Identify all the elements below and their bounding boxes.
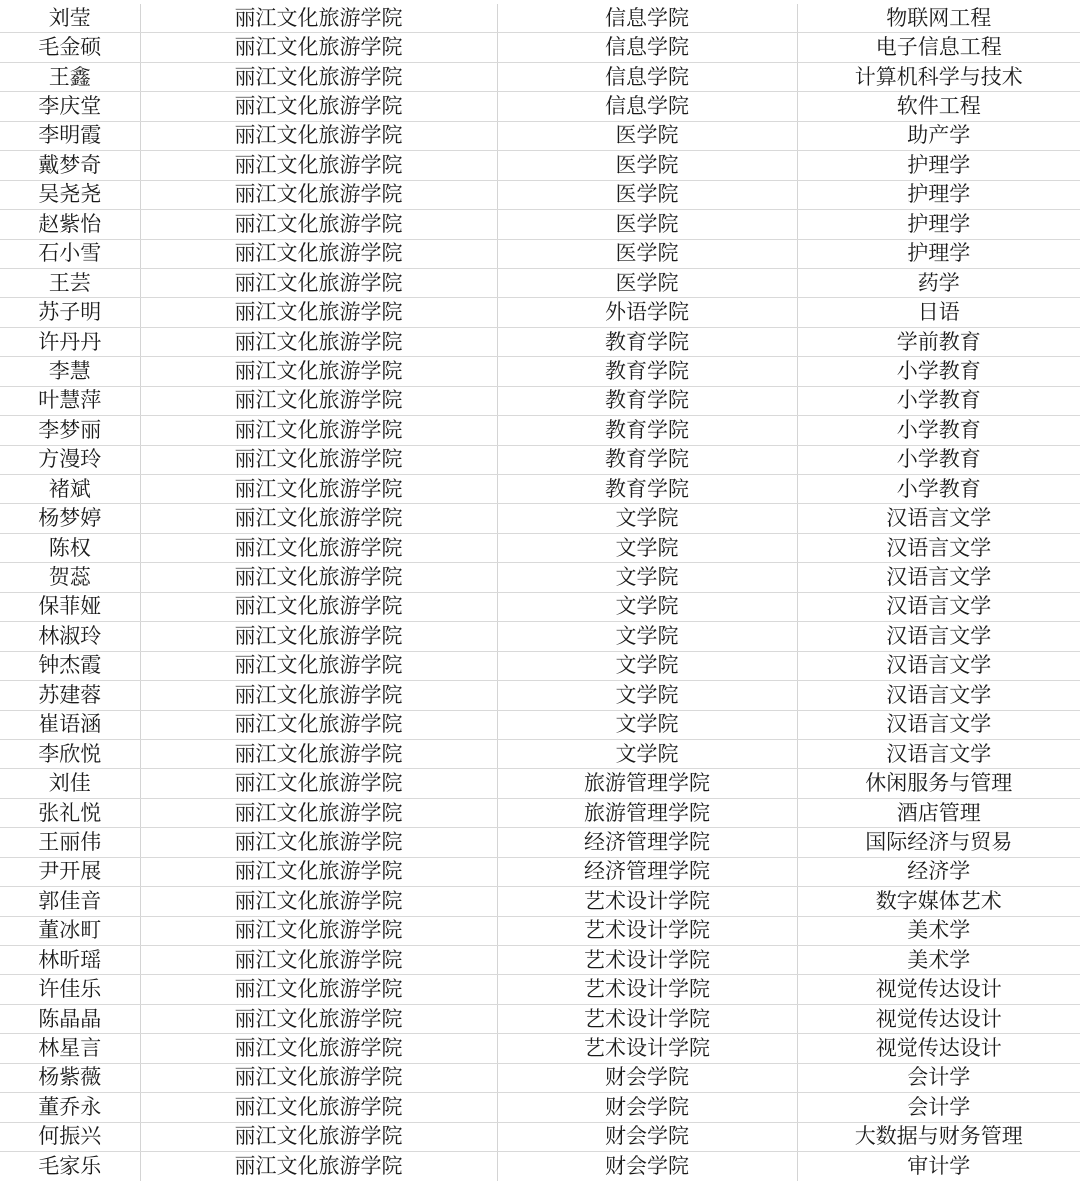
table-row <box>0 239 1080 268</box>
school-cell[interactable]: 丽江文化旅游学院 <box>140 62 497 91</box>
name-cell[interactable]: 郭佳音 <box>0 887 140 916</box>
college-cell[interactable]: 信息学院 <box>497 4 797 33</box>
table-row <box>0 710 1080 739</box>
college-cell[interactable]: 文学院 <box>497 622 797 651</box>
college-cell[interactable]: 教育学院 <box>497 416 797 445</box>
table-row <box>0 1063 1080 1092</box>
major-cell[interactable]: 美术学 <box>797 916 1080 945</box>
school-cell[interactable]: 丽江文化旅游学院 <box>140 298 497 327</box>
name-cell[interactable]: 刘莹 <box>0 4 140 33</box>
college-cell[interactable]: 艺术设计学院 <box>497 975 797 1004</box>
table-row <box>0 681 1080 710</box>
school-cell[interactable]: 丽江文化旅游学院 <box>140 210 497 239</box>
major-cell[interactable]: 护理学 <box>797 210 1080 239</box>
name-cell[interactable]: 叶慧萍 <box>0 386 140 415</box>
major-cell[interactable]: 视觉传达设计 <box>797 1034 1080 1063</box>
school-cell[interactable]: 丽江文化旅游学院 <box>140 681 497 710</box>
name-cell[interactable]: 苏子明 <box>0 298 140 327</box>
table-row <box>0 1122 1080 1151</box>
name-cell[interactable]: 褚斌 <box>0 475 140 504</box>
school-cell[interactable]: 丽江文化旅游学院 <box>140 92 497 121</box>
table-row <box>0 622 1080 651</box>
college-cell[interactable]: 教育学院 <box>497 327 797 356</box>
major-cell[interactable]: 美术学 <box>797 946 1080 975</box>
table-row <box>0 151 1080 180</box>
major-cell[interactable]: 会计学 <box>797 1093 1080 1122</box>
major-cell[interactable]: 国际经济与贸易 <box>797 828 1080 857</box>
name-cell[interactable]: 钟杰霞 <box>0 651 140 680</box>
name-cell[interactable]: 李慧 <box>0 357 140 386</box>
college-cell[interactable]: 教育学院 <box>497 386 797 415</box>
table-row <box>0 533 1080 562</box>
college-cell[interactable]: 财会学院 <box>497 1093 797 1122</box>
name-cell[interactable]: 方漫玲 <box>0 445 140 474</box>
college-cell[interactable]: 医学院 <box>497 151 797 180</box>
college-cell[interactable]: 艺术设计学院 <box>497 887 797 916</box>
school-cell[interactable]: 丽江文化旅游学院 <box>140 769 497 798</box>
college-cell[interactable]: 教育学院 <box>497 475 797 504</box>
student-list-table <box>0 4 1080 1181</box>
school-cell[interactable]: 丽江文化旅游学院 <box>140 916 497 945</box>
school-cell[interactable]: 丽江文化旅游学院 <box>140 592 497 621</box>
school-cell[interactable]: 丽江文化旅游学院 <box>140 1122 497 1151</box>
table-row <box>0 739 1080 768</box>
table-row <box>0 92 1080 121</box>
major-cell[interactable]: 助产学 <box>797 121 1080 150</box>
school-cell[interactable]: 丽江文化旅游学院 <box>140 651 497 680</box>
major-cell[interactable]: 视觉传达设计 <box>797 1004 1080 1033</box>
college-cell[interactable]: 旅游管理学院 <box>497 798 797 827</box>
college-cell[interactable]: 文学院 <box>497 533 797 562</box>
name-cell[interactable]: 戴梦奇 <box>0 151 140 180</box>
table-row <box>0 62 1080 91</box>
college-cell[interactable]: 外语学院 <box>497 298 797 327</box>
name-cell[interactable]: 杨紫薇 <box>0 1063 140 1092</box>
table-row <box>0 651 1080 680</box>
major-cell[interactable]: 酒店管理 <box>797 798 1080 827</box>
name-cell[interactable]: 林星言 <box>0 1034 140 1063</box>
table-row <box>0 210 1080 239</box>
name-cell[interactable]: 毛家乐 <box>0 1152 140 1181</box>
name-cell[interactable]: 董乔永 <box>0 1093 140 1122</box>
college-cell[interactable]: 文学院 <box>497 592 797 621</box>
college-cell[interactable]: 文学院 <box>497 681 797 710</box>
major-cell[interactable]: 汉语言文学 <box>797 681 1080 710</box>
major-cell[interactable]: 日语 <box>797 298 1080 327</box>
major-cell[interactable]: 汉语言文学 <box>797 651 1080 680</box>
name-cell[interactable]: 吴尧尧 <box>0 180 140 209</box>
school-cell[interactable]: 丽江文化旅游学院 <box>140 887 497 916</box>
table-row <box>0 563 1080 592</box>
college-cell[interactable]: 信息学院 <box>497 33 797 62</box>
table-row <box>0 592 1080 621</box>
school-cell[interactable]: 丽江文化旅游学院 <box>140 1063 497 1092</box>
major-cell[interactable]: 护理学 <box>797 151 1080 180</box>
major-cell[interactable]: 护理学 <box>797 180 1080 209</box>
major-cell[interactable]: 汉语言文学 <box>797 592 1080 621</box>
college-cell[interactable]: 经济管理学院 <box>497 857 797 886</box>
table-row <box>0 1152 1080 1181</box>
table-row <box>0 416 1080 445</box>
table-row <box>0 857 1080 886</box>
major-cell[interactable]: 审计学 <box>907 1153 971 1178</box>
name-cell[interactable]: 赵紫怡 <box>0 210 140 239</box>
major-cell[interactable]: 汉语言文学 <box>797 622 1080 651</box>
name-cell[interactable]: 李明霞 <box>0 121 140 150</box>
college-cell[interactable]: 教育学院 <box>497 357 797 386</box>
major-cell[interactable]: 汉语言文学 <box>797 739 1080 768</box>
name-cell[interactable]: 陈晶晶 <box>0 1004 140 1033</box>
major-cell[interactable]: 小学教育 <box>797 445 1080 474</box>
table-row <box>0 386 1080 415</box>
major-cell[interactable]: 汉语言文学 <box>797 533 1080 562</box>
name-cell[interactable]: 保菲娅 <box>0 592 140 621</box>
school-cell[interactable]: 丽江文化旅游学院 <box>140 416 497 445</box>
school-cell[interactable]: 丽江文化旅游学院 <box>140 327 497 356</box>
table-row <box>0 33 1080 62</box>
major-cell[interactable]: 电子信息工程 <box>797 33 1080 62</box>
school-cell[interactable]: 丽江文化旅游学院 <box>140 386 497 415</box>
major-cell[interactable]: 视觉传达设计 <box>797 975 1080 1004</box>
table-row <box>0 298 1080 327</box>
table-row <box>0 946 1080 975</box>
major-cell[interactable]: 学前教育 <box>797 327 1080 356</box>
major-cell[interactable]: 物联网工程 <box>797 4 1080 33</box>
name-cell[interactable]: 林淑玲 <box>0 622 140 651</box>
school-cell[interactable]: 丽江文化旅游学院 <box>140 975 497 1004</box>
college-cell[interactable]: 财会学院 <box>497 1122 797 1151</box>
name-cell[interactable]: 石小雪 <box>0 239 140 268</box>
school-cell[interactable]: 丽江文化旅游学院 <box>140 622 497 651</box>
name-cell[interactable]: 许丹丹 <box>0 327 140 356</box>
major-cell[interactable]: 小学教育 <box>797 357 1080 386</box>
name-cell[interactable]: 许佳乐 <box>0 975 140 1004</box>
college-cell[interactable]: 文学院 <box>497 651 797 680</box>
college-cell[interactable]: 艺术设计学院 <box>497 1004 797 1033</box>
name-cell[interactable]: 贺蕊 <box>0 563 140 592</box>
major-cell[interactable]: 计算机科学与技术 <box>797 62 1080 91</box>
table-row <box>0 1004 1080 1033</box>
table-row <box>0 975 1080 1004</box>
school-cell[interactable]: 丽江文化旅游学院 <box>140 504 497 533</box>
school-cell[interactable]: 丽江文化旅游学院 <box>140 739 497 768</box>
school-cell[interactable]: 丽江文化旅游学院 <box>140 563 497 592</box>
name-cell[interactable]: 何振兴 <box>0 1122 140 1151</box>
college-cell[interactable]: 医学院 <box>497 121 797 150</box>
college-cell[interactable]: 医学院 <box>497 239 797 268</box>
name-cell[interactable]: 崔语涵 <box>0 710 140 739</box>
table-row <box>0 268 1080 297</box>
name-cell[interactable]: 王芸 <box>0 268 140 297</box>
major-cell[interactable]: 汉语言文学 <box>797 563 1080 592</box>
major-cell[interactable]: 会计学 <box>797 1063 1080 1092</box>
college-cell[interactable]: 经济管理学院 <box>497 828 797 857</box>
table-row <box>0 4 1080 33</box>
college-cell[interactable]: 财会学院 <box>497 1152 797 1181</box>
major-cell[interactable]: 休闲服务与管理 <box>797 769 1080 798</box>
school-cell[interactable]: 丽江文化旅游学院 <box>140 828 497 857</box>
school-cell[interactable]: 丽江文化旅游学院 <box>140 946 497 975</box>
college-cell[interactable]: 医学院 <box>497 210 797 239</box>
table-row <box>0 798 1080 827</box>
school-cell[interactable]: 丽江文化旅游学院 <box>140 857 497 886</box>
table-row <box>0 828 1080 857</box>
name-cell[interactable]: 苏建蓉 <box>0 681 140 710</box>
school-cell[interactable]: 丽江文化旅游学院 <box>140 1093 497 1122</box>
school-cell[interactable]: 丽江文化旅游学院 <box>140 445 497 474</box>
major-cell[interactable]: 软件工程 <box>797 92 1080 121</box>
table-row <box>0 916 1080 945</box>
school-cell[interactable]: 丽江文化旅游学院 <box>140 121 497 150</box>
school-cell[interactable]: 丽江文化旅游学院 <box>140 239 497 268</box>
table-row <box>0 769 1080 798</box>
name-cell[interactable]: 王鑫 <box>0 62 140 91</box>
major-cell[interactable]: 小学教育 <box>797 416 1080 445</box>
college-cell[interactable]: 艺术设计学院 <box>497 946 797 975</box>
college-cell[interactable]: 信息学院 <box>497 62 797 91</box>
table-row <box>0 504 1080 533</box>
major-cell[interactable]: 药学 <box>797 268 1080 297</box>
school-cell[interactable]: 丽江文化旅游学院 <box>140 1152 497 1181</box>
table-row <box>0 180 1080 209</box>
college-cell[interactable]: 文学院 <box>497 710 797 739</box>
school-cell[interactable]: 丽江文化旅游学院 <box>140 533 497 562</box>
college-cell[interactable]: 文学院 <box>497 563 797 592</box>
college-cell[interactable]: 医学院 <box>497 180 797 209</box>
table-row <box>0 445 1080 474</box>
school-cell[interactable]: 丽江文化旅游学院 <box>140 710 497 739</box>
name-cell[interactable]: 李梦丽 <box>0 416 140 445</box>
table-row <box>0 1034 1080 1063</box>
major-cell[interactable]: 数字媒体艺术 <box>797 887 1080 916</box>
name-cell[interactable]: 王丽伟 <box>0 828 140 857</box>
college-cell[interactable]: 文学院 <box>497 739 797 768</box>
name-cell[interactable]: 林昕瑶 <box>0 946 140 975</box>
table-row <box>0 1093 1080 1122</box>
school-cell[interactable]: 丽江文化旅游学院 <box>140 33 497 62</box>
name-cell[interactable]: 刘佳 <box>0 769 140 798</box>
major-cell[interactable]: 小学教育 <box>797 475 1080 504</box>
school-cell[interactable]: 丽江文化旅游学院 <box>140 357 497 386</box>
college-cell[interactable]: 文学院 <box>497 504 797 533</box>
school-cell[interactable]: 丽江文化旅游学院 <box>140 4 497 33</box>
school-cell[interactable]: 丽江文化旅游学院 <box>140 268 497 297</box>
college-cell[interactable]: 教育学院 <box>497 445 797 474</box>
college-cell[interactable]: 医学院 <box>497 268 797 297</box>
name-cell[interactable]: 陈权 <box>0 533 140 562</box>
college-cell[interactable]: 艺术设计学院 <box>497 916 797 945</box>
table-row <box>0 887 1080 916</box>
table-row <box>0 327 1080 356</box>
major-cell[interactable]: 大数据与财务管理 <box>797 1122 1080 1151</box>
major-cell[interactable]: 经济学 <box>797 857 1080 886</box>
table-row <box>0 121 1080 150</box>
major-cell[interactable]: 护理学 <box>797 239 1080 268</box>
major-cell[interactable]: 汉语言文学 <box>797 710 1080 739</box>
name-cell[interactable]: 李欣悦 <box>0 739 140 768</box>
major-cell[interactable]: 汉语言文学 <box>797 504 1080 533</box>
table-body <box>0 4 1080 1181</box>
table-row <box>0 475 1080 504</box>
name-cell[interactable]: 杨梦婷 <box>0 504 140 533</box>
name-cell[interactable]: 尹开展 <box>0 857 140 886</box>
table-row <box>0 357 1080 386</box>
name-cell[interactable]: 董冰町 <box>0 916 140 945</box>
school-cell[interactable]: 丽江文化旅游学院 <box>140 1004 497 1033</box>
major-cell[interactable]: 小学教育 <box>797 386 1080 415</box>
college-cell[interactable]: 财会学院 <box>497 1063 797 1092</box>
college-cell[interactable]: 旅游管理学院 <box>497 769 797 798</box>
school-cell[interactable]: 丽江文化旅游学院 <box>140 798 497 827</box>
school-cell[interactable]: 丽江文化旅游学院 <box>140 151 497 180</box>
school-cell[interactable]: 丽江文化旅游学院 <box>140 1034 497 1063</box>
school-cell[interactable]: 丽江文化旅游学院 <box>140 180 497 209</box>
name-cell[interactable]: 李庆堂 <box>0 92 140 121</box>
college-cell[interactable]: 信息学院 <box>497 92 797 121</box>
school-cell[interactable]: 丽江文化旅游学院 <box>140 475 497 504</box>
college-cell[interactable]: 艺术设计学院 <box>497 1034 797 1063</box>
name-cell[interactable]: 张礼悦 <box>0 798 140 827</box>
name-cell[interactable]: 毛金硕 <box>0 33 140 62</box>
